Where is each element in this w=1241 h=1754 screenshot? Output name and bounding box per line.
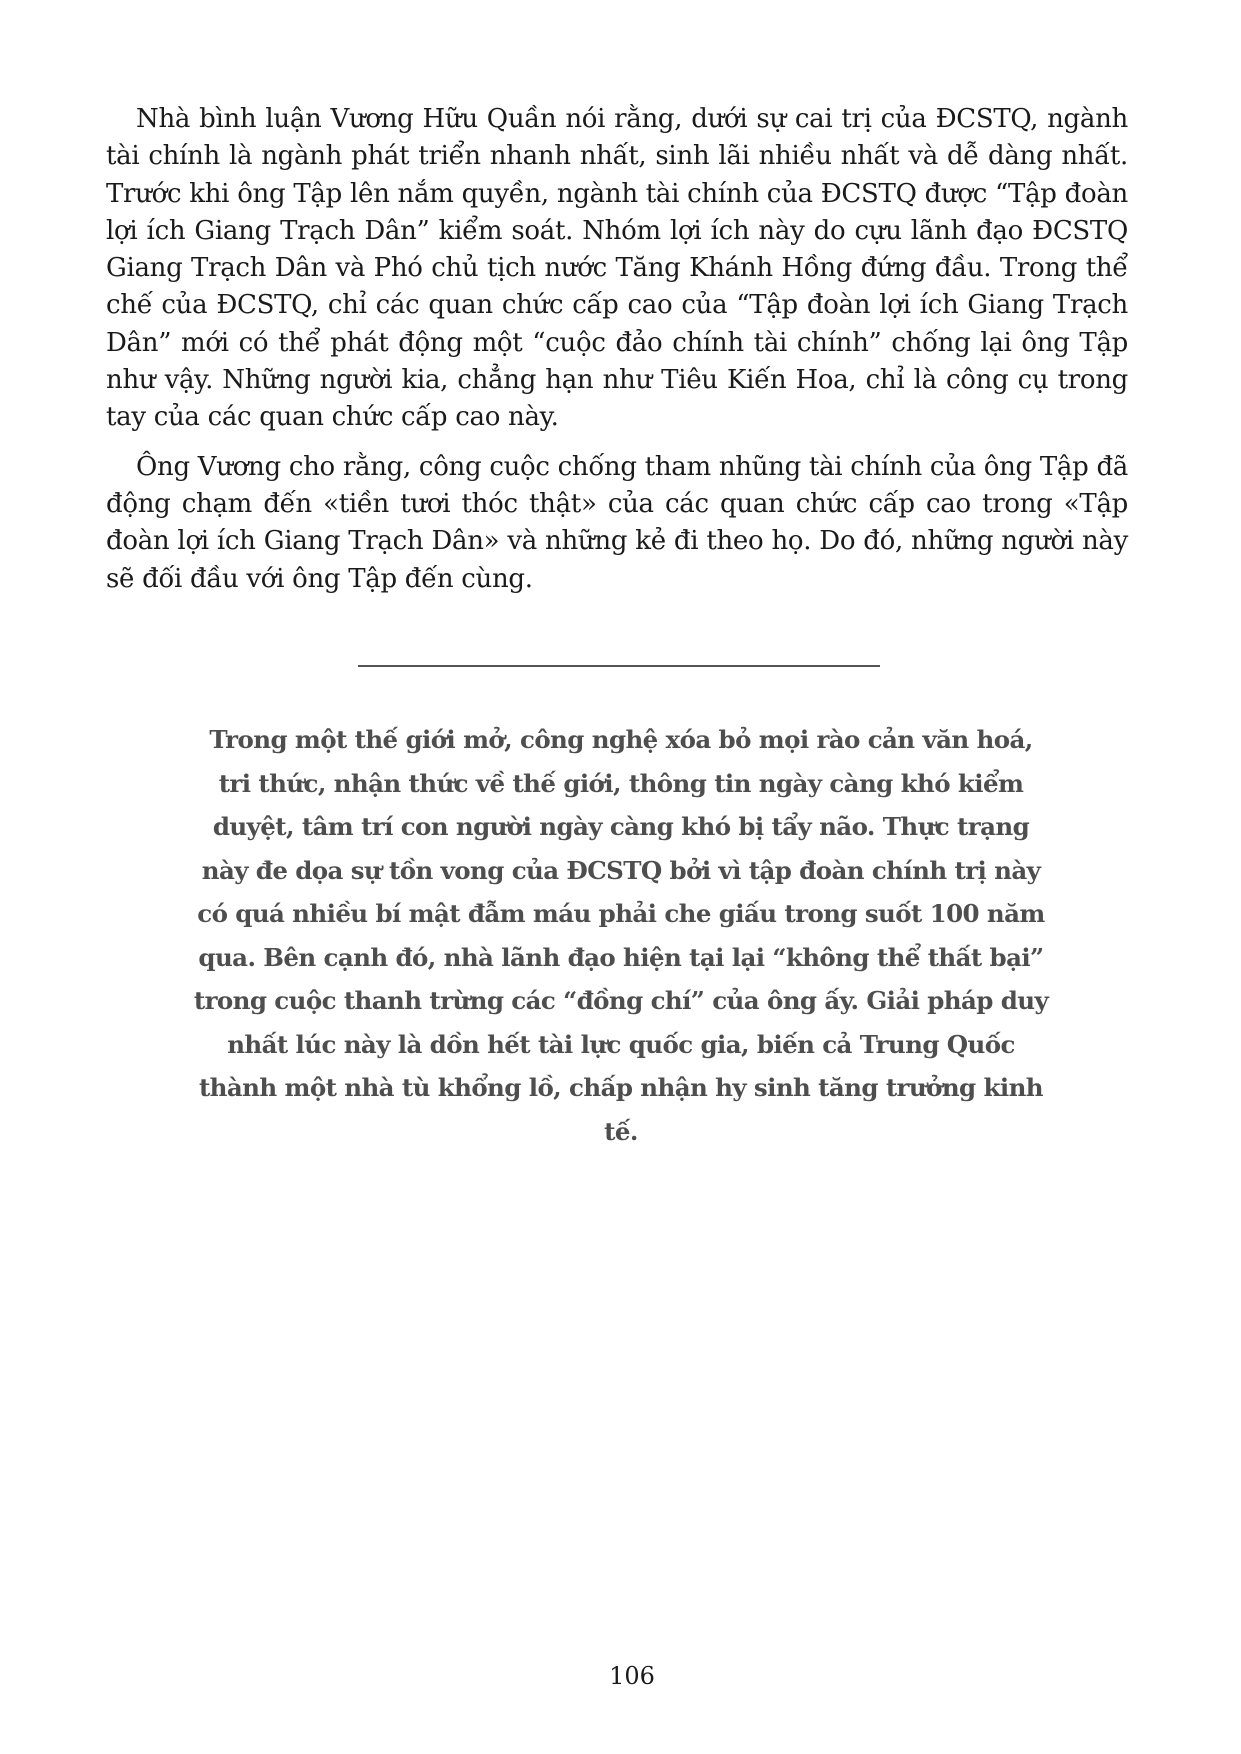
section-divider <box>358 665 880 667</box>
paragraph-2: Ông Vương cho rằng, công cuộc chống tham nhũng tài chính của ông Tập đã động chạm đến «tiền tươi thóc thật» của các quan chức cấp cao trong «Tập đoàn lợi ích Giang Trạch Dân» và những kẻ đi theo họ. Do đó, những người này sẽ đối đầu với ông Tập đến cùng. <box>106 451 1128 594</box>
pull-quote: Trong một thế giới mở, công nghệ xóa bỏ mọi rào cản văn hoá, tri thức, nhận thức về thế giới, thông tin ngày càng khó kiểm duyệt, tâm trí con người ngày càng khó bị tẩy não. Thực trạng này đe dọa sự tồn vong của ĐCSTQ bởi vì tập đoàn chính trị này có quá nhiều bí mật đẫm máu phải che giấu trong suốt 100 năm qua. Bên cạnh đó, nhà lãnh đạo hiện tại lại “không thể thất bại” trong cuộc thanh trừng các “đồng chí” của ông ấy. Giải pháp duy nhất lúc này là dồn hết tài lực quốc gia, biến cả Trung Quốc thành một nhà tù khổng lồ, chấp nhận hy sinh tăng trưởng kinh tế. <box>193 725 1049 1146</box>
page-number: 106 <box>609 1662 655 1690</box>
body-text <box>106 101 1128 610</box>
paragraph-1: Nhà bình luận Vương Hữu Quần nói rằng, dưới sự cai trị của ĐCSTQ, ngành tài chính là ngành phát triển nhanh nhất, sinh lãi nhiều nhất và dễ dàng nhất. Trước khi ông Tập lên nắm quyền, ngành tài chính của ĐCSTQ được “Tập đoàn lợi ích Giang Trạch Dân” kiểm soát. Nhóm lợi ích này do cựu lãnh đạo ĐCSTQ Giang Trạch Dân và Phó chủ tịch nước Tăng Khánh Hồng đứng đầu. Trong thể chế của ĐCSTQ, chỉ các quan chức cấp cao của “Tập đoàn lợi ích Giang Trạch Dân” mới có thể phát động một “cuộc đảo chính tài chính” chống lại ông Tập như vậy. Những người kia, chẳng hạn như Tiêu Kiến Hoa, chỉ là công cụ trong tay của các quan chức cấp cao này. <box>106 104 1128 433</box>
